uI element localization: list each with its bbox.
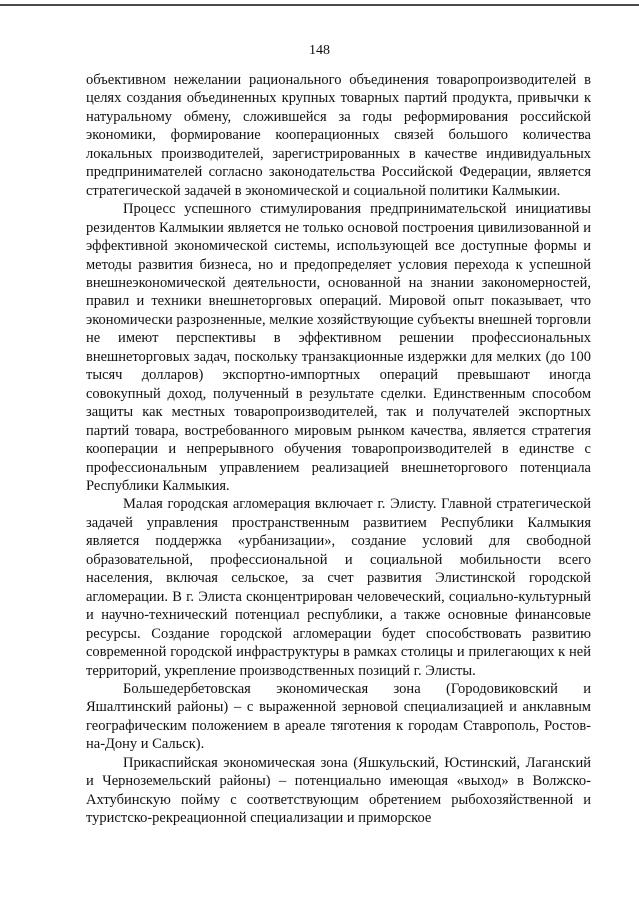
paragraph-urban-agglomeration: Малая городская агломерация включает г. Элисту. Главной стратегической задачей управления пространственным развитием Республики Калмыкия является поддержка «урбанизации», создание условий для свободной образовательной, профессиональной и социальной мобильности всего населения, включая сельское, за счет развития Элистинской городской агломерации. В г. Элиста сконцентрирован человеческий, социально-культурный и научно-технический потенциал республики, а также основные финансовые ресурсы. Создание городской агломерации будет способствовать развитию современной городской инфраструктуры в рамках столицы и прилегающих к ней территорий, укрепление производственных позиций г. Элисты. [86, 496, 591, 679]
top-border-line [0, 4, 639, 6]
paragraph-bolshederbetovskaya-zone: Большедербетовская экономическая зона (Городовиковский и Яшалтинский районы) – с выраженной зерновой специализацией и анклавным географическим положением в ареале тяготения к городам Ставрополь, Ростов-на-Дону и Сальск). [86, 680, 591, 753]
paragraph-continuation: объективном нежелании рационального объединения товаропроизводителей в целях создания объединенных крупных товарных партий продукта, привычки к натуральному обмену, сложившейся за годы реформирования российской экономики, формирование кооперационных связей большого количества локальных производителей, зарегистрированных в качестве индивидуальных предпринимателей согласно законодательства Российской Федерации, является стратегической задачей в экономической и социальной политики Калмыкии. [86, 72, 591, 199]
paragraph-entrepreneurship: Процесс успешного стимулирования предпринимательской инициативы резидентов Калмыкии является не только основой построения цивилизованной и эффективной экономической системы, использующей все доступные формы и методы развития бизнеса, но и предопределяет условия перехода к успешной внешнеэкономической деятельности, основанной на знании закономерностей, правил и техники внешнеторговых операций. Мировой опыт показывает, что экономически разрозненные, мелкие хозяйствующие субъекты внешней торговли не имеют перспективы в эффективном решении профессиональных внешнеторговых задач, поскольку транзакционные издержки для мелких (до 100 тысяч долларов) экспортно-импортных операций превышают иногда совокупный доход, полученный в результате сделки. Единственным способом защиты как местных товаропроизводителей, так и получателей экспортных партий товара, востребованного мировым рынком качества, является стратегия кооперации и непрерывного обучения товаропроизводителей в единстве с профессиональным управлением реализацией внешнеторгового потенциала Республики Калмыкия. [86, 201, 591, 494]
paragraph-caspian-zone: Прикаспийская экономическая зона (Яшкульский, Юстинский, Лаганский и Черноземельский районы) – потенциально имеющая «выход» в Волжско-Ахтубинскую пойму с соответствующим обретением рыбохозяйственной и туристско-рекреационной специализации и приморское [86, 754, 591, 827]
document-body [86, 71, 591, 828]
page-number: 148 [309, 43, 330, 58]
